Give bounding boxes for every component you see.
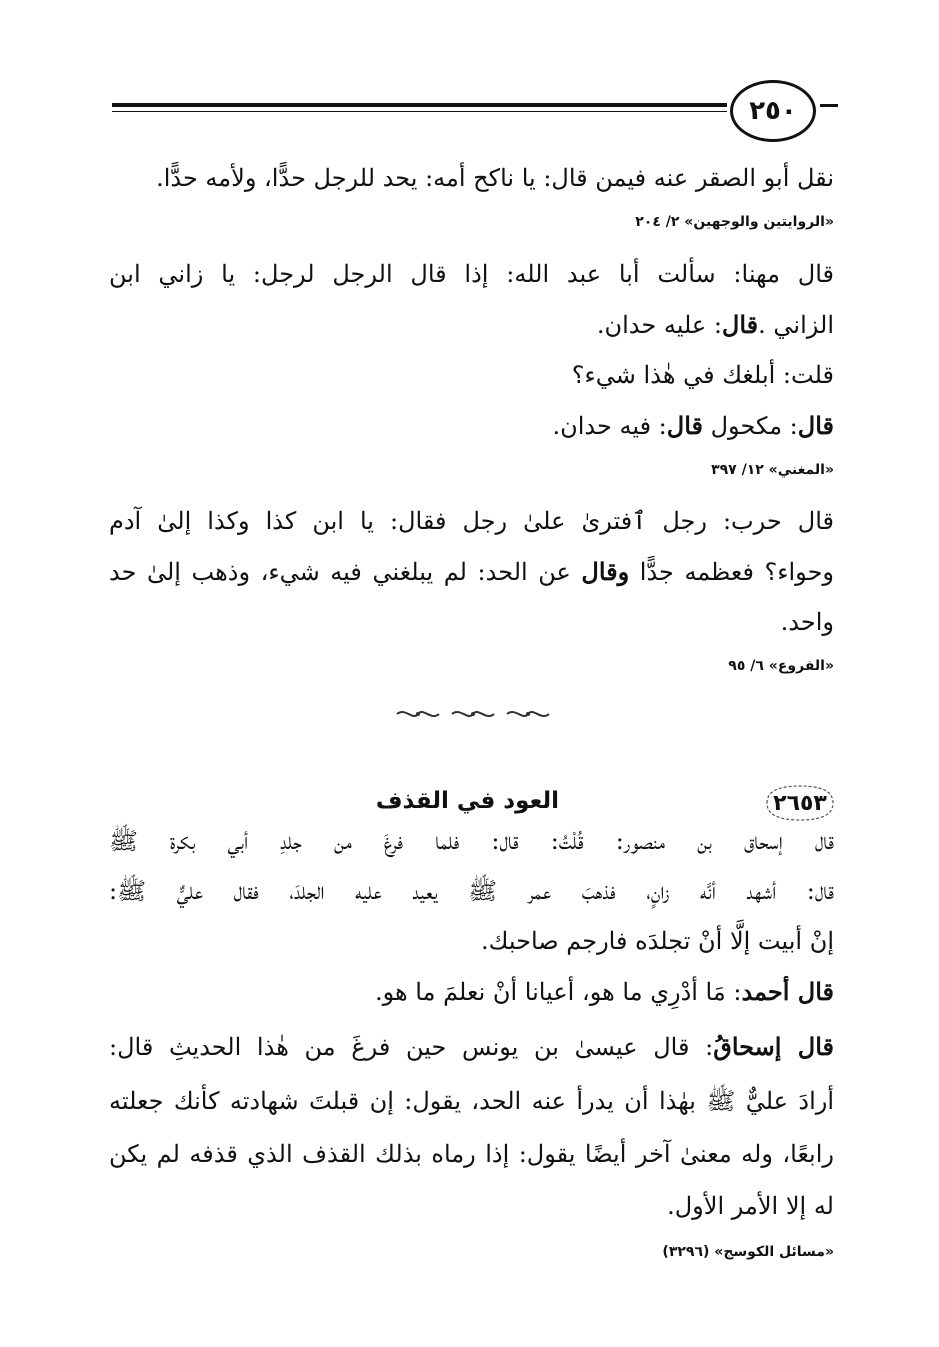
header-rule (112, 103, 727, 107)
ornament-icon (505, 707, 551, 721)
text-line: قال إسحاق بن منصور: قُلْتُ: قال: فلما فرغَ من جلدِ أبي بكرة ﷺ (109, 827, 834, 855)
text-line: قلت: أبلغك في هٰذا شيء؟ (571, 361, 834, 389)
text-line: له إلا الأمر الأول. (667, 1192, 834, 1220)
text-line: الزاني .قال: عليه حدان. (596, 310, 834, 339)
header-rule-tail (820, 104, 838, 107)
source-citation: «الروايتين والوجهين» ٢/ ٢٠٤ (635, 214, 834, 230)
issue-number: ٢٦٥٣ (773, 790, 827, 816)
section-divider-ornament (395, 705, 551, 723)
text-line: واحد. (780, 608, 834, 636)
source-citation: «الفروع» ٦/ ٩٥ (728, 658, 834, 674)
text-line: قال أحمد: مَا أدْرِي ما هو، أعيانا أنْ نعلمَ ما هو. (374, 977, 834, 1006)
text-line: أرادَ عليٌّ ﷺ بهٰذا أن يدرأ عنه الحد، يقول: إن قبلتَ شهادته كأنك جعلته (109, 1087, 834, 1115)
text-line: قال: مكحول قال: فيه حدان. (552, 411, 834, 440)
text-line: قال مهنا: سألت أبا عبد الله: إذا قال الرجل لرجل: يا زاني ابن (109, 260, 834, 288)
issue-number-badge (761, 782, 839, 824)
text-line: قال حرب: رجل ٱفترىٰ علىٰ رجل فقال: يا ابن كذا وكذا إلىٰ آدم (109, 507, 834, 535)
page-number: ٢٥٠ (730, 80, 816, 142)
ornament-icon (395, 707, 441, 721)
header-rule-thin (112, 111, 727, 112)
source-citation: «المغني» ١٢/ ٣٩٧ (711, 462, 834, 478)
ornament-icon (450, 707, 496, 721)
text-line: قال إسحاقُ: قال عيسىٰ بن يونس حين فرغَ من هٰذا الحديثِ قال: (109, 1032, 835, 1061)
text-line: رابعًا، وله معنىٰ آخر أيضًا يقول: إذا رماه بذلك القذف الذي قذفه لم يكن (109, 1140, 834, 1168)
section-heading: العود في القذف (375, 788, 559, 814)
text-line: وحواء؟ فعظمه جدًّا وقال عن الحد: لم يبلغني فيه شيء، وذهب إلىٰ حد (109, 557, 834, 586)
text-line: قال: أشهد أنَّه زانٍ، فذهبَ عمر ﷺ يعيد عليه الجلدَ، فقال عليٌّ ﷺ: (109, 877, 834, 905)
text-line: إنْ أبيت إلَّا أنْ تجلدَه فارجم صاحبك. (481, 927, 834, 955)
text-line: نقل أبو الصقر عنه فيمن قال: يا ناكح أمه: يحد للرجل حدًّا، ولأمه حدًّا. (156, 164, 834, 192)
source-citation: «مسائل الكوسج» (٣٢٩٦) (662, 1244, 834, 1260)
